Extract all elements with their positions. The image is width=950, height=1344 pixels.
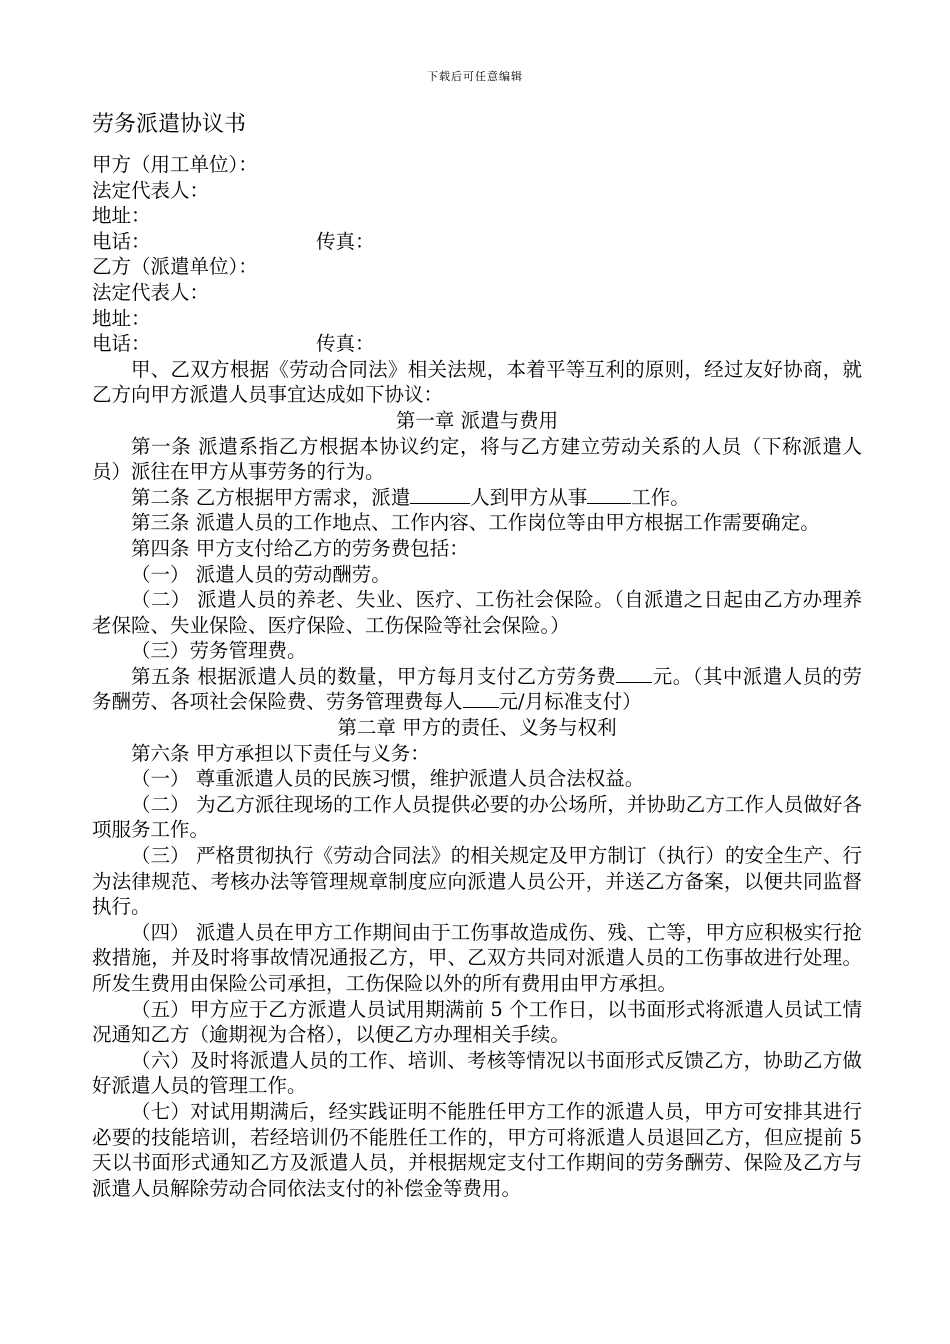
article-6-item-3: （三） 严格贯彻执行《劳动合同法》的相关规定及甲方制订（执行）的安全生产、行为法律规范、考核办法等管理规章制度应向派遣人员公开，并送乙方备案，以便共同监督执行。 bbox=[92, 844, 862, 919]
document-title: 劳务派遣协议书 bbox=[92, 112, 247, 137]
blank-field[interactable] bbox=[587, 485, 631, 504]
article-6-item-2: （二） 为乙方派往现场的工作人员提供必要的办公场所，并协助乙方工作人员做好各项服务工作。 bbox=[92, 792, 862, 842]
article-2-text-c: 工作。 bbox=[631, 485, 690, 509]
article-5 bbox=[92, 664, 862, 715]
party-a-address-label: 地址： bbox=[92, 204, 151, 228]
party-a-label: 甲方（用工单位）： bbox=[92, 153, 258, 176]
party-b-fax-label: 传真： bbox=[316, 332, 375, 356]
intro-paragraph: 甲、乙双方根据《劳动合同法》相关法规，本着平等互利的原则，经过友好协商，就乙方向甲方派遣人员事宜达成如下协议： bbox=[92, 357, 862, 407]
party-a-rep-label: 法定代表人： bbox=[92, 178, 210, 202]
party-a-rep-field bbox=[92, 178, 862, 204]
article-6-item-5: （五）甲方应于乙方派遣人员试用期满前 5 个工作日，以书面形式将派遣人员试工情况通知乙方（逾期视为合格），以便乙方办理相关手续。 bbox=[92, 997, 862, 1047]
article-4-item-1: （一） 派遣人员的劳动酬劳。 bbox=[131, 562, 391, 586]
article-4: 第四条 甲方支付给乙方的劳务费包括： bbox=[131, 536, 469, 560]
article-1: 第一条 派遣系指乙方根据本协议约定，将与乙方建立劳动关系的人员（下称派遣人员）派往在甲方从事劳务的行为。 bbox=[92, 434, 862, 484]
article-6-item-6: （六）及时将派遣人员的工作、培训、考核等情况以书面形式反馈乙方，协助乙方做好派遣人员的管理工作。 bbox=[92, 1048, 862, 1098]
party-a-phone-label: 电话： bbox=[92, 229, 151, 253]
blank-field[interactable] bbox=[410, 485, 470, 504]
article-5-text-a: 第五条 根据派遣人员的数量，甲方每月支付乙方劳务费 bbox=[131, 664, 617, 688]
blank-field[interactable] bbox=[616, 664, 652, 683]
party-a-fax-label: 传真： bbox=[316, 229, 375, 253]
article-6-item-1: （一） 尊重派遣人员的民族习惯，维护派遣人员合法权益。 bbox=[131, 767, 645, 791]
article-3: 第三条 派遣人员的工作地点、工作内容、工作岗位等由甲方根据工作需要确定。 bbox=[131, 511, 820, 535]
blank-field[interactable] bbox=[463, 689, 499, 708]
party-b-phone-label: 电话： bbox=[92, 332, 151, 356]
party-b-label: 乙方（派遣单位）： bbox=[92, 255, 258, 279]
article-5-text-c: 元/月标准支付） bbox=[498, 690, 642, 714]
page-header: 下载后可任意编辑 bbox=[427, 70, 523, 83]
party-b-field bbox=[92, 254, 862, 280]
party-b-contact-field bbox=[92, 331, 862, 357]
article-4-item-2: （二） 派遣人员的养老、失业、医疗、工伤社会保险。（自派遣之日起由乙方办理养老保险、失业保险、医疗保险、工伤保险等社会保险。） bbox=[92, 588, 862, 637]
article-5-text-b: 元。（其中派遣人员的劳务酬劳、各项社会保险费、劳务管理费每人 bbox=[92, 664, 862, 714]
article-6: 第六条 甲方承担以下责任与义务： bbox=[131, 741, 430, 765]
article-6-item-7: （七）对试用期满后，经实践证明不能胜任甲方工作的派遣人员，甲方可安排其进行必要的技能培训，若经培训仍不能胜任工作的，甲方可将派遣人员退回乙方，但应提前 5 天以书面形式通知乙方及派遣人员，并根据规定支付工作期间的劳务酬劳、保险及乙方与派遣人员解除劳动合同依法支付的补偿金等费用。 bbox=[92, 1099, 862, 1200]
party-b-address-field bbox=[92, 306, 862, 332]
party-a-field bbox=[92, 152, 862, 178]
document-body bbox=[92, 108, 862, 1201]
chapter-2-heading: 第二章 甲方的责任、义务与权利 bbox=[337, 716, 617, 740]
article-2-text-b: 人到甲方从事 bbox=[470, 485, 588, 509]
chapter-1-heading: 第一章 派遣与费用 bbox=[395, 408, 559, 432]
party-b-address-label: 地址： bbox=[92, 306, 151, 330]
party-a-contact-field bbox=[92, 229, 862, 255]
article-2-text-a: 第二条 乙方根据甲方需求，派遣 bbox=[131, 485, 411, 509]
article-2 bbox=[92, 485, 862, 511]
party-b-rep-label: 法定代表人： bbox=[92, 280, 210, 304]
article-4-item-3: （三）劳务管理费。 bbox=[131, 639, 307, 663]
article-6-item-4: （四） 派遣人员在甲方工作期间由于工伤事故造成伤、残、亡等，甲方应积极实行抢救措施，并及时将事故情况通报乙方，甲、乙双方共同对派遣人员的工伤事故进行处理。所发生费用由保险公司承担，工伤保险以外的所有费用由甲方承担。 bbox=[92, 920, 862, 995]
party-b-rep-field bbox=[92, 280, 862, 306]
party-a-address-field bbox=[92, 203, 862, 229]
